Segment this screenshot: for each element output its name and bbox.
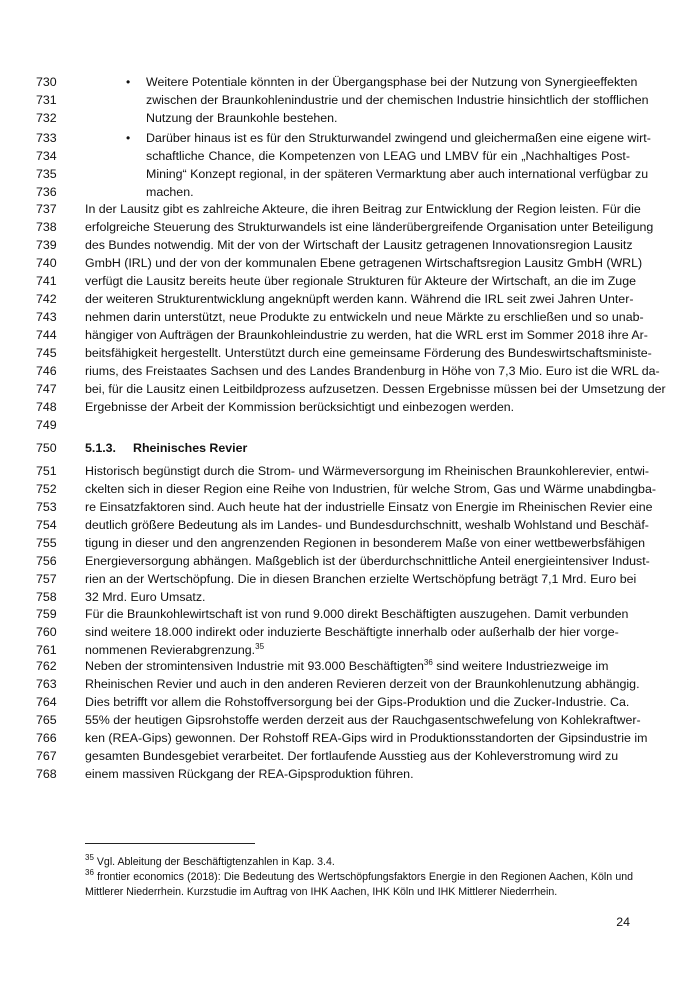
text-line (0, 658, 700, 675)
text-line (0, 219, 700, 236)
line-text: ken (REA-Gips) gewonnen. Der Rohstoff REA-Gips wird in Produktionsstandorten der Gipsindustrie im (85, 731, 648, 745)
text-line (0, 748, 700, 765)
line-number: 749 (36, 418, 57, 432)
line-number: 744 (36, 328, 57, 342)
line-number: 739 (36, 238, 57, 252)
line-number: 751 (36, 464, 57, 478)
line-number: 730 (36, 75, 57, 89)
footnote-reference[interactable]: 35 (255, 642, 265, 651)
text-line (0, 606, 700, 623)
line-number: 731 (36, 93, 57, 107)
text-line (0, 417, 700, 434)
line-number: 753 (36, 500, 57, 514)
line-text: Historisch begünstigt durch die Strom- und Wärmeversorgung im Rheinischen Braunkohlerevier, entwi- (85, 464, 650, 478)
text-line (0, 589, 700, 606)
line-number: 766 (36, 731, 57, 745)
text-line (0, 110, 700, 127)
line-number: 746 (36, 364, 57, 378)
line-number: 741 (36, 274, 57, 288)
line-text: Darüber hinaus ist es für den Strukturwandel zwingend und gleichermaßen eine eigene wirt- (146, 131, 651, 145)
line-number: 735 (36, 167, 57, 181)
text-line (0, 730, 700, 747)
line-number: 736 (36, 185, 57, 199)
line-number: 756 (36, 554, 57, 568)
bullet-icon: • (126, 131, 131, 145)
line-number: 748 (36, 400, 57, 414)
line-text: Mining“ Konzept regional, in der späteren Vermarktung aber auch international verfügbar zu (146, 167, 649, 181)
text-line (0, 363, 700, 380)
line-text: nommenen Revierabgrenzung.$^{35}$ (85, 642, 265, 657)
section-heading-line (0, 440, 700, 457)
line-text: deutlich größere Bedeutung als im Landes- und Bundesdurchschnitt, weshalb Wohlstand und Beschäf- (85, 518, 649, 532)
text-line (0, 642, 700, 659)
text-line (0, 130, 700, 147)
line-text: gesamten Bundesgebiet verarbeitet. Der fortlaufende Ausstieg aus der Kohleverstromung wird zu (85, 749, 619, 763)
line-text: In der Lausitz gibt es zahlreiche Akteure, die ihren Beitrag zur Entwicklung der Region leisten. Für die (85, 202, 641, 216)
text-line (0, 166, 700, 183)
line-text: Nutzung der Braunkohle bestehen. (146, 111, 338, 125)
line-text: GmbH (IRL) und der von der kommunalen Ebene getragenen Wirtschaftsregion Lausitz GmbH (WRL) (85, 256, 643, 270)
footnote-35: $^{35}$ Vgl. Ableitung der Beschäftigtenzahlen in Kap. 3.4. (85, 853, 335, 868)
line-number: 734 (36, 149, 57, 163)
line-text: Für die Braunkohlewirtschaft ist von rund 9.000 direkt Beschäftigten auszugehen. Damit verbunden (85, 607, 629, 621)
line-number: 758 (36, 590, 57, 604)
line-text: schaftliche Chance, die Kompetenzen von LEAG und LMBV für ein „Nachhaltiges Post- (146, 149, 630, 163)
line-number: 754 (36, 518, 57, 532)
line-text: Dies betrifft vor allem die Rohstoffversorgung bei der Gips-Produktion und die Zucker-Industrie. Ca. (85, 695, 630, 709)
text-line (0, 676, 700, 693)
line-text: Energieversorgung abhängen. Maßgeblich ist der überdurchschnittliche Anteil energieintensiver Indust- (85, 554, 650, 568)
text-line (0, 694, 700, 711)
text-line (0, 624, 700, 641)
line-text: Neben der stromintensiven Industrie mit 93.000 Beschäftigten$^{36}$ sind weitere Industriezweige im (85, 658, 609, 673)
text-line (0, 327, 700, 344)
text-line (0, 291, 700, 308)
line-number: 759 (36, 607, 57, 621)
text-line (0, 184, 700, 201)
text-line (0, 399, 700, 416)
line-text: re Einsatzfaktoren sind. Auch heute hat der industrielle Einsatz von Energie im Rheinischen Revier eine (85, 500, 653, 514)
line-text: bei, für die Lausitz einen Leitbildprozess aufzusetzen. Dessen Ergebnisse müssen bei der Umsetzung der (85, 382, 666, 396)
line-text: zwischen der Braunkohlenindustrie und der chemischen Industrie hinsichtlich der stofflichen (146, 93, 649, 107)
line-number: 752 (36, 482, 57, 496)
line-number: 760 (36, 625, 57, 639)
line-text: erfolgreiche Steuerung des Strukturwandels ist eine länderübergreifende Organisation unter Beteiligung (85, 220, 654, 234)
text-line (0, 92, 700, 109)
line-number: 745 (36, 346, 57, 360)
text-line (0, 237, 700, 254)
line-text: 55% der heutigen Gipsrohstoffe werden derzeit aus der Rauchgasentschwefelung von Kohlekraftwer- (85, 713, 641, 727)
text-line (0, 712, 700, 729)
line-number: 765 (36, 713, 57, 727)
line-text: tigung in dieser und den angrenzenden Regionen in besonderem Maße von einer wettbewerbsfähigen (85, 536, 646, 550)
line-number: 738 (36, 220, 57, 234)
text-line (0, 381, 700, 398)
line-number: 747 (36, 382, 57, 396)
text-line (0, 345, 700, 362)
line-text: rien an der Wertschöpfung. Die in diesen Branchen erzielte Wertschöpfung beträgt 7,1 Mrd. Euro bei (85, 572, 637, 586)
line-text: beitsfähigkeit hergestellt. Unterstützt durch eine gemeinsame Förderung des Bundeswirtschaftsministe- (85, 346, 652, 360)
line-number: 757 (36, 572, 57, 586)
page-number: 24 (616, 915, 630, 929)
line-text: der weiteren Strukturentwicklung angeknüpft werden kann. Während die IRL seit zwei Jahren Unter- (85, 292, 634, 306)
text-line (0, 74, 700, 91)
footnote-36-continued: Mittlerer Niederrhein. Kurzstudie im Auftrag von IHK Aachen, IHK Köln und IHK Mittlerer Niederrhein. (85, 886, 558, 898)
text-line (0, 309, 700, 326)
line-text: Rheinischen Revier und auch in den anderen Revieren derzeit von der Braunkohlenutzung abhängig. (85, 677, 640, 691)
line-number: 755 (36, 536, 57, 550)
footnote-separator (85, 843, 255, 844)
line-text: 32 Mrd. Euro Umsatz. (85, 590, 206, 604)
line-text: machen. (146, 185, 194, 199)
text-line (0, 571, 700, 588)
line-number: 733 (36, 131, 57, 145)
text-line (0, 148, 700, 165)
line-number: 764 (36, 695, 57, 709)
line-number: 750 (36, 441, 57, 455)
footnote-36: $^{36}$ frontier economics (2018): Die Bedeutung des Wertschöpfungsfaktors Energie in den Regionen Aachen, Köln und (85, 868, 633, 883)
text-line (0, 273, 700, 290)
text-line (0, 553, 700, 570)
line-text: riums, des Freistaates Sachsen und des Landes Brandenburg in Höhe von 7,3 Mio. Euro ist die WRL da- (85, 364, 660, 378)
line-number: 737 (36, 202, 57, 216)
line-text: sind weitere 18.000 indirekt oder induzierte Beschäftigte innerhalb oder außerhalb der hier vorge- (85, 625, 619, 639)
footnote-reference[interactable]: 36 (423, 658, 433, 667)
bullet-icon: • (126, 75, 131, 89)
line-number: 743 (36, 310, 57, 324)
line-number: 767 (36, 749, 57, 763)
line-text: hängiger von Aufträgen der Braunkohleindustrie zu werden, hat die WRL erst im Sommer 2018 ihre Ar- (85, 328, 648, 342)
section-title: Rheinisches Revier (133, 441, 248, 455)
line-text: des Bundes notwendig. Mit der von der Wirtschaft der Lausitz getragenen Innovationsregion Lausitz (85, 238, 633, 252)
line-number: 761 (36, 643, 57, 657)
line-number: 763 (36, 677, 57, 691)
text-line (0, 499, 700, 516)
text-line (0, 255, 700, 272)
line-text: ckelten sich in dieser Region eine Reihe von Industrien, für welche Strom, Gas und Wärme unabdingba- (85, 482, 656, 496)
line-text: Ergebnisse der Arbeit der Kommission berücksichtigt und einbezogen werden. (85, 400, 515, 414)
text-line (0, 463, 700, 480)
text-line (0, 535, 700, 552)
line-text: Weitere Potentiale könnten in der Übergangsphase bei der Nutzung von Synergieeffekten (146, 75, 638, 89)
line-text: nehmen darin unterstützt, neue Produkte zu entwickeln und neue Märkte zu erschließen und so unab- (85, 310, 644, 324)
line-text: verfügt die Lausitz bereits heute über regionale Strukturen für Akteure der Wirtschaft, an die im Zuge (85, 274, 636, 288)
line-number: 762 (36, 659, 57, 673)
line-number: 740 (36, 256, 57, 270)
text-line (0, 481, 700, 498)
line-number: 768 (36, 767, 57, 781)
line-number: 742 (36, 292, 57, 306)
line-number: 732 (36, 111, 57, 125)
text-line (0, 766, 700, 783)
line-text: einem massiven Rückgang der REA-Gipsproduktion führen. (85, 767, 414, 781)
text-line (0, 517, 700, 534)
text-line (0, 201, 700, 218)
section-number: 5.1.3. (85, 441, 117, 455)
